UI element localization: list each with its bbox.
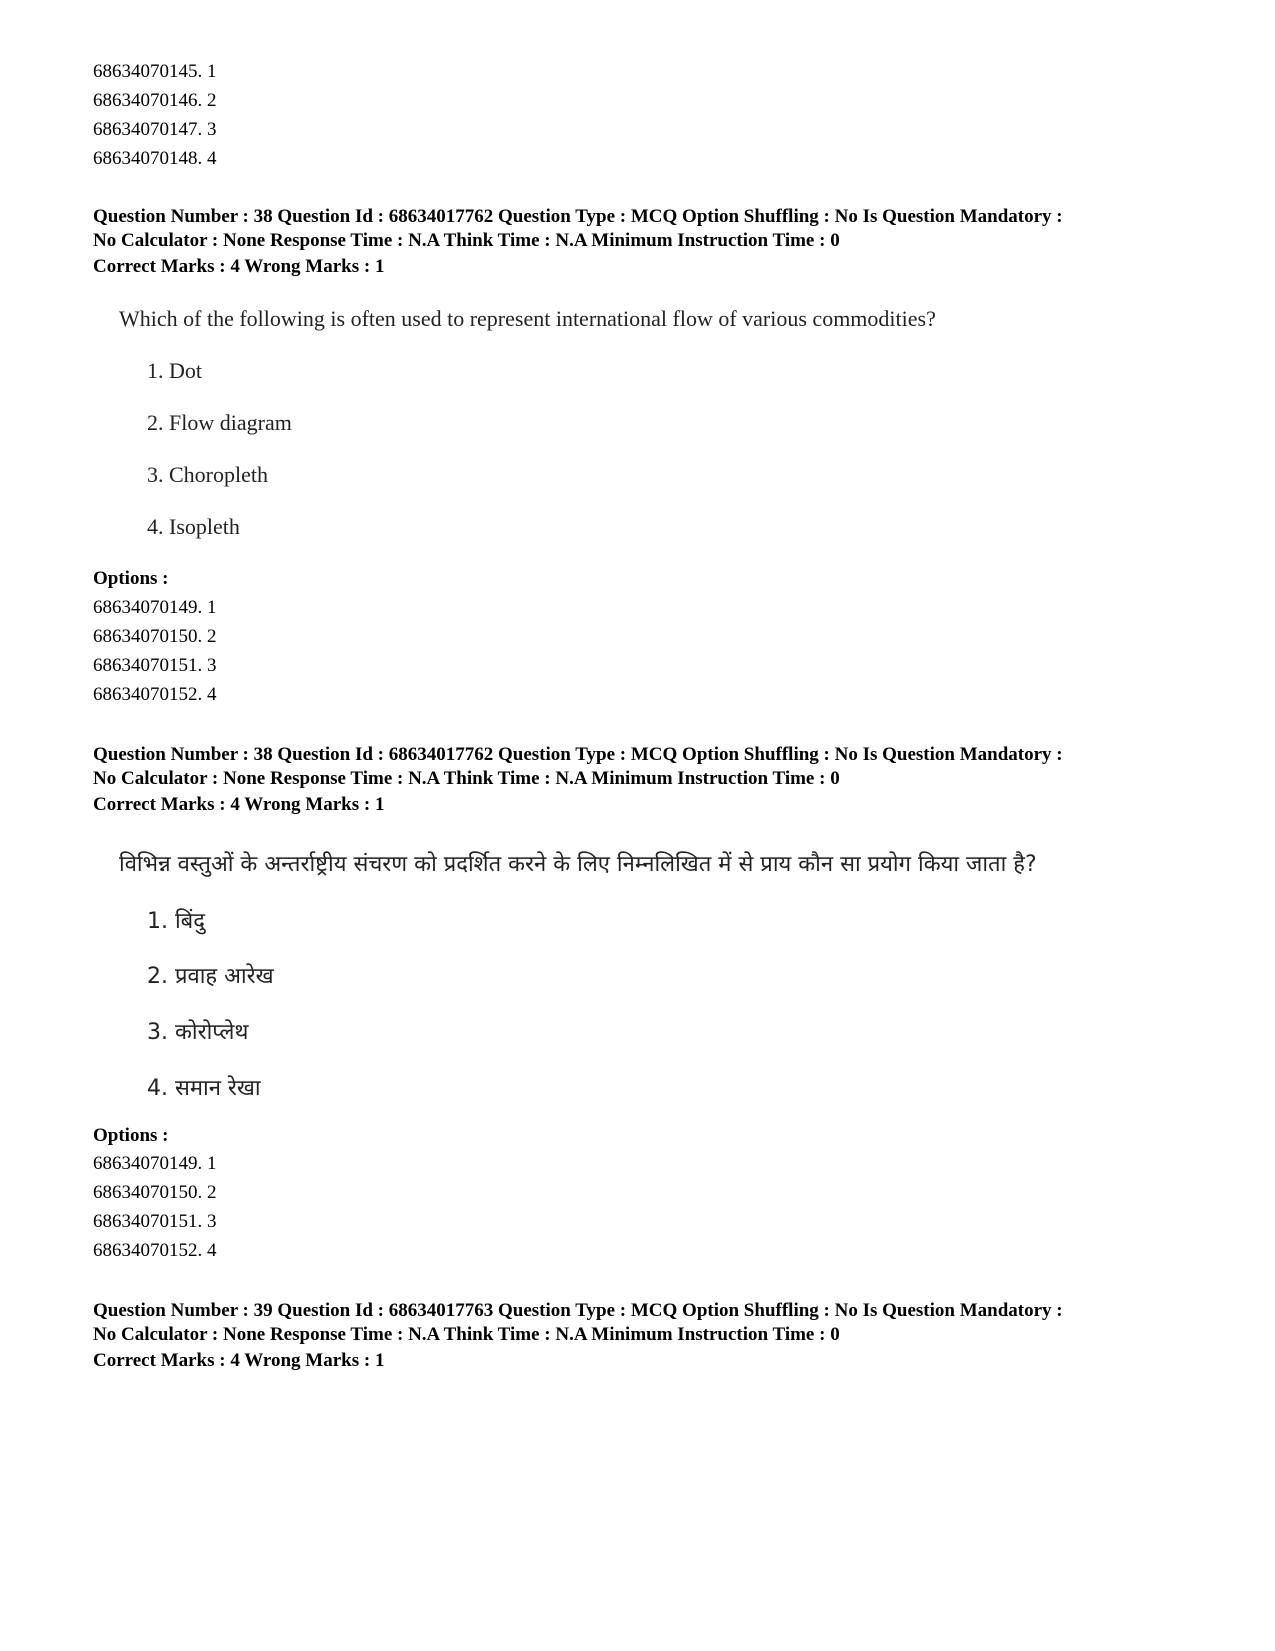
options-list (93, 1149, 217, 1265)
answer-choice: 3. कोरोप्लेथ (147, 1020, 249, 1045)
question-header-line: Question Number : 38 Question Id : 68634017762 Question Type : MCQ Option Shuffling : No Is Question Mandatory : (93, 744, 1063, 765)
answer-choice: 2. प्रवाह आरेख (147, 964, 274, 989)
question-header-line: No Calculator : None Response Time : N.A Think Time : N.A Minimum Instruction Time : 0 (93, 1324, 840, 1345)
option-id: 68634070150. 2 (93, 626, 217, 647)
option-id: 68634070151. 3 (93, 655, 217, 676)
marks-line: Correct Marks : 4 Wrong Marks : 1 (93, 794, 385, 815)
question-text: विभिन्न वस्तुओं के अन्तर्राष्ट्रीय संचरण को प्रदर्शित करने के लिए निम्नलिखित में से प्राय कौन सा प्रयोग किया जाता है? (119, 852, 1037, 877)
question-header-line: No Calculator : None Response Time : N.A Think Time : N.A Minimum Instruction Time : 0 (93, 230, 840, 251)
options-label: Options : (93, 568, 169, 589)
option-id: 68634070147. 3 (93, 119, 217, 140)
question-header (93, 205, 1063, 253)
question-text: Which of the following is often used to represent international flow of various commodities? (119, 306, 936, 331)
option-id: 68634070149. 1 (93, 1153, 217, 1174)
marks-line: Correct Marks : 4 Wrong Marks : 1 (93, 1350, 385, 1371)
option-id: 68634070146. 2 (93, 90, 217, 111)
options-list (93, 593, 217, 709)
marks-line: Correct Marks : 4 Wrong Marks : 1 (93, 256, 385, 277)
answer-choice: 3. Choropleth (147, 462, 268, 487)
question-header (93, 743, 1063, 791)
answer-choice: 4. Isopleth (147, 514, 240, 539)
option-id: 68634070148. 4 (93, 148, 217, 169)
options-label: Options : (93, 1125, 169, 1146)
option-id: 68634070150. 2 (93, 1182, 217, 1203)
answer-choice: 4. समान रेखा (147, 1076, 261, 1101)
option-id: 68634070152. 4 (93, 1240, 217, 1261)
question-header-line: Question Number : 39 Question Id : 68634017763 Question Type : MCQ Option Shuffling : No Is Question Mandatory : (93, 1300, 1063, 1321)
option-id: 68634070152. 4 (93, 684, 217, 705)
question-header (93, 1299, 1063, 1347)
answer-choice: 2. Flow diagram (147, 410, 292, 435)
option-id: 68634070145. 1 (93, 61, 217, 82)
question-header-line: No Calculator : None Response Time : N.A Think Time : N.A Minimum Instruction Time : 0 (93, 768, 840, 789)
option-id: 68634070149. 1 (93, 597, 217, 618)
answer-choice: 1. बिंदु (147, 909, 205, 934)
question-header-line: Question Number : 38 Question Id : 68634017762 Question Type : MCQ Option Shuffling : No Is Question Mandatory : (93, 206, 1063, 227)
previous-options-list (93, 57, 217, 173)
option-id: 68634070151. 3 (93, 1211, 217, 1232)
answer-choice: 1. Dot (147, 358, 202, 383)
